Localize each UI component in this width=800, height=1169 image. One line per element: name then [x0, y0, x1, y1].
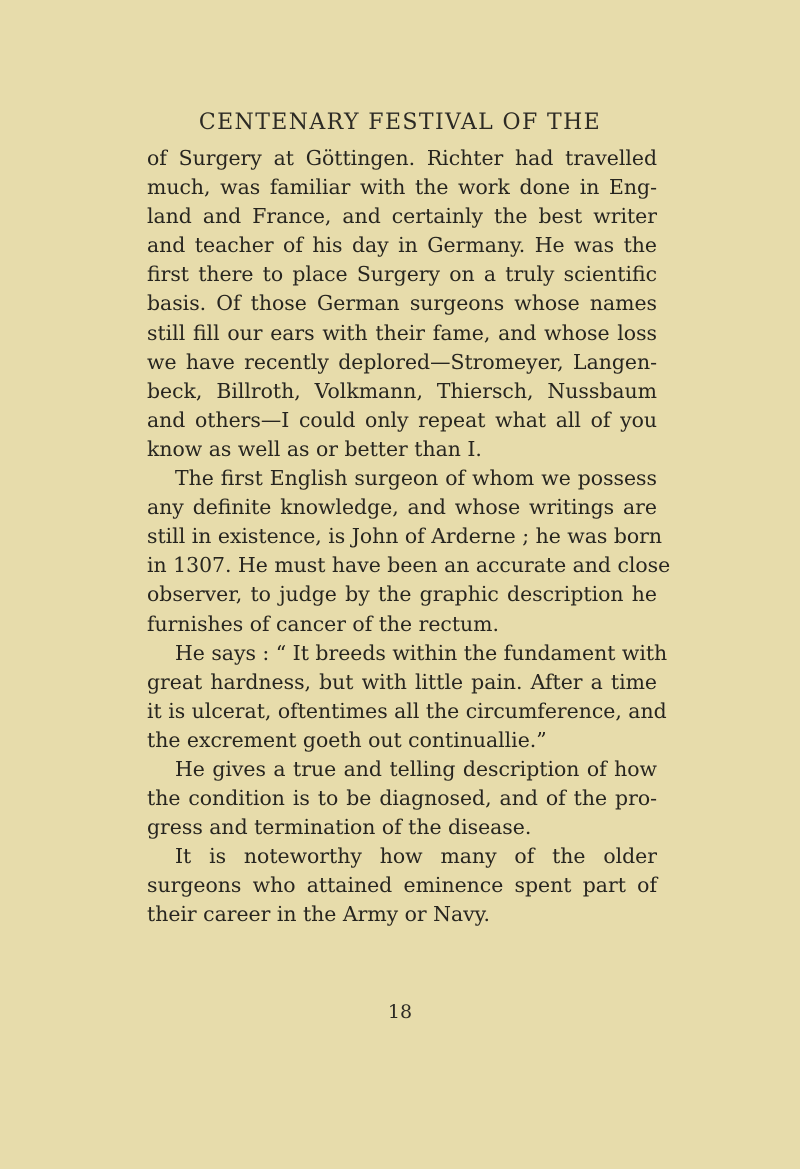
text-line: The first English surgeon of whom we possess	[175, 466, 657, 491]
text-line: and teacher of his day in Germany. He was the	[147, 233, 657, 258]
text-line: basis. Of those German surgeons whose names	[147, 291, 657, 316]
text-line: their career in the Army or Navy.	[147, 902, 490, 927]
text-line: we have recently deplored—Stromeyer, Langen-	[147, 349, 657, 374]
text-line: He gives a true and telling description of how	[175, 756, 657, 781]
text-line: any definite knowledge, and whose writings are	[147, 495, 657, 520]
text-line: of Surgery at Göttingen. Richter had travelled	[147, 146, 657, 170]
text-line: beck, Billroth, Volkmann, Thiersch, Nussbaum	[147, 378, 657, 403]
text-line: surgeons who attained eminence spent part of	[147, 873, 657, 898]
text-line: great hardness, but with little pain. After a time	[147, 669, 657, 694]
text-line: the excrement goeth out continuallie.”	[147, 727, 547, 752]
text-line: it is ulcerat, oftentimes all the circumference, and	[147, 698, 667, 723]
text-line: know as well as or better than I.	[147, 436, 482, 461]
page-number: 18	[387, 1001, 413, 1023]
text-line: furnishes of cancer of the rectum.	[147, 611, 499, 636]
text-line: the condition is to be diagnosed, and of the pro-	[147, 786, 657, 811]
text-line: much, was familiar with the work done in Eng-	[147, 175, 657, 200]
text-line: and others—I could only repeat what all of you	[147, 407, 657, 432]
text-line: He says : “ It breeds within the fundament with	[175, 640, 668, 665]
text-line: land and France, and certainly the best writer	[147, 204, 657, 229]
text-line: gress and termination of the disease.	[147, 815, 532, 840]
text-line: in 1307. He must have been an accurate and close	[147, 553, 671, 578]
text-line: It is noteworthy how many of the older	[175, 844, 657, 869]
page-body-text	[147, 144, 671, 930]
text-line: first there to place Surgery on a truly scientific	[147, 262, 657, 287]
text-line: still in existence, is John of Arderne ; he was born	[147, 524, 663, 549]
running-header: CENTENARY FESTIVAL OF THE	[198, 110, 602, 135]
text-line: observer, to judge by the graphic description he	[147, 582, 657, 607]
text-line: still fill our ears with their fame, and whose loss	[147, 320, 657, 345]
